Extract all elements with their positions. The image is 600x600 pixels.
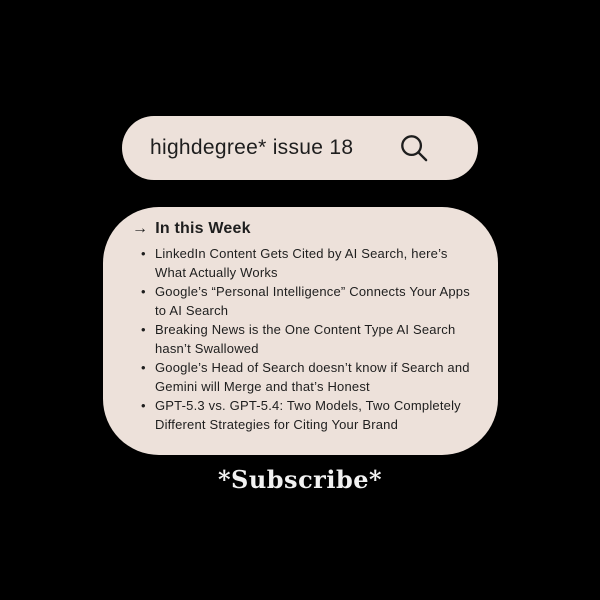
search-icon[interactable]: [399, 133, 430, 164]
article-list-item: • Google’s “Personal Intelligence” Connects Your Apps to AI Search: [155, 282, 480, 320]
article-list-item: • Breaking News is the One Content Type AI Search hasn’t Swallowed: [155, 320, 480, 358]
search-query-text: highdegree* issue 18: [150, 136, 354, 159]
search-bar[interactable]: [122, 116, 478, 180]
article-list-item: • GPT-5.3 vs. GPT-5.4: Two Models, Two Completely Different Strategies for Citing Your Brand: [155, 396, 480, 434]
section-heading: [132, 218, 484, 239]
article-list-item: • LinkedIn Content Gets Cited by AI Search, here’s What Actually Works: [155, 244, 480, 282]
arrow-right-icon: →: [132, 220, 149, 237]
subscribe-cta[interactable]: *Subscribe*: [217, 465, 383, 494]
article-list-item: • Google’s Head of Search doesn’t know if Search and Gemini will Merge and that’s Honest: [155, 358, 480, 396]
issue-summary-card: [103, 207, 498, 455]
section-heading-label: In this Week: [155, 220, 251, 237]
article-list: [132, 244, 484, 434]
